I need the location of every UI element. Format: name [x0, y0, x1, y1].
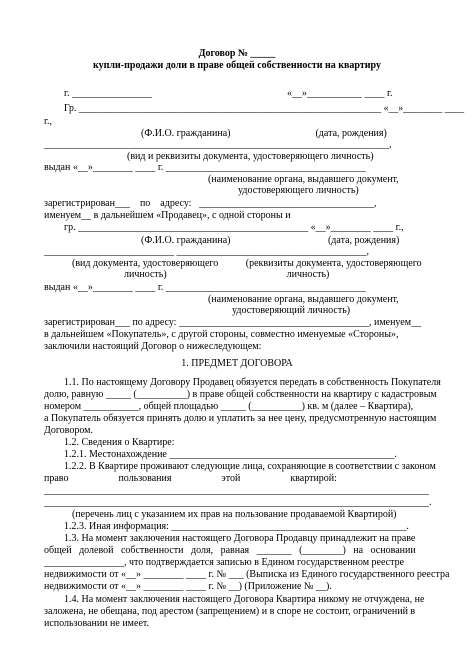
buyer-doc-caption-1: (вид документа, удостоверяющего (реквизиты документа, удостоверяющего [72, 258, 422, 269]
buyer-doc-line: __________________________ ______________________________________, [44, 246, 369, 257]
clause-1-4-line-3: использовании не имеет. [44, 618, 149, 629]
clause-1-2-line: 1.2. Сведения о Квартире: [64, 437, 175, 448]
buyer-name-line: гр. ______________________________________________ «__»________ ____ г., [64, 222, 404, 233]
clause-1-2-2-line-1: 1.2.2. В Квартире проживают следующие лица, сохраняющие в соответствии с законом [64, 461, 436, 472]
seller-doc-line: _____________________________________________________________________, [44, 139, 392, 150]
clause-1-1-line-2: долю, равную _____ (__________) в праве общей собственности на квартиру с кадастровым [44, 389, 437, 400]
document-subtitle: купли-продажи доли в праве общей собственности на квартиру [93, 60, 381, 71]
clause-1-2-3-line: 1.2.3. Иная информация: _______________________________________________. [64, 521, 409, 532]
clause-1-3-line-1: 1.3. На момент заключения настоящего Договора Продавцу принадлежит на праве [64, 533, 416, 544]
seller-issuer-caption-1: (наименование органа, выдавшего документ, [208, 174, 399, 185]
seller-name-line: Гр. ______________________________________________________________ «__»________ ____ [64, 103, 465, 114]
buyer-issuer-caption-2: удостоверяющий личность) [232, 305, 351, 316]
buyer-issued-line: выдан «__»________ ____ г. ________________________________________ [44, 282, 366, 293]
clause-1-2-2-line-2: право пользования этой квартирой: [44, 473, 337, 484]
buyer-issuer-caption-1: (наименование органа, выдавшего документ, [208, 294, 399, 305]
clause-1-1-line-1: 1.1. По настоящему Договору Продавец обязуется передать в собственность Покупателя [64, 377, 441, 388]
clause-1-1-line-3: номером ___________, общей площадью _____ (__________) кв. м (далее – Квартира), [44, 401, 414, 412]
preamble-end-line: заключили настоящий Договор о нижеследующем: [44, 341, 262, 352]
seller-alias-line: именуем__ в дальнейшем «Продавец», с одной стороны и [44, 210, 291, 221]
clause-1-3-line-3: ________________, что подтверждается записью в Едином государственном реестре [44, 557, 405, 568]
buyer-name-caption: (Ф.И.О. гражданина) (дата, рождения) [141, 235, 400, 246]
buyer-doc-caption-2: личность) личность) [124, 269, 330, 280]
clause-1-1-line-5: Договором. [44, 425, 93, 436]
seller-doc-caption: (вид и реквизиты документа, удостоверяющего личность) [127, 151, 374, 162]
clause-1-3-line-2: общей долевой собственности доля, равная _______ (________) на основании [44, 545, 416, 556]
seller-issuer-caption-2: удостоверяющего личность) [238, 185, 359, 196]
clause-1-4-line-2: заложена, не обещана, под арестом (запрещением) и в споре не состоит, ограничений в [44, 606, 416, 617]
clause-1-3-line-5: недвижимости от «__» ________ ____ г. № __) (Приложение № __). [44, 581, 332, 592]
residents-blank-line-2: _____________________________________________________________________________. [44, 497, 432, 508]
seller-address-line: зарегистрирован___ по адресу: ___________________________________, [44, 198, 377, 209]
city-date-line: г. ________________ «__»___________ ____ г. [64, 88, 393, 99]
buyer-address-line: зарегистрирован___ по адресу: ______________________________________, именуем__ [44, 317, 422, 328]
seller-name-caption: (Ф.И.О. гражданина) (дата, рождения) [141, 128, 387, 139]
residents-blank-line-1: _____________________________________________________________________________ [44, 485, 429, 496]
section-1-heading: 1. ПРЕДМЕТ ДОГОВОРА [181, 358, 293, 369]
clause-1-1-line-4: а Покупатель обязуется принять долю и уплатить за нее цену, предусмотренную настоящим [44, 413, 437, 424]
residents-caption: (перечень лиц с указанием их прав на пользование продаваемой Квартирой) [72, 509, 397, 520]
seller-city-line: г., [44, 116, 52, 127]
clause-1-2-1-line: 1.2.1. Местонахождение _____________________________________________. [64, 449, 397, 460]
clause-1-4-line-1: 1.4. На момент заключения настоящего Договора Квартира никому не отчуждена, не [64, 594, 425, 605]
seller-issued-line: выдан «__»________ ____ г. ________________________________________ [44, 162, 366, 173]
buyer-alias-line: в дальнейшем «Покупатель», с другой стороны, совместно именуемые «Стороны», [44, 329, 399, 340]
document-title: Договор № _____ [198, 48, 276, 59]
clause-1-3-line-4: недвижимости от «__» ________ ____ г. № ___ (Выписка из Единого государственного реестра [44, 569, 450, 580]
